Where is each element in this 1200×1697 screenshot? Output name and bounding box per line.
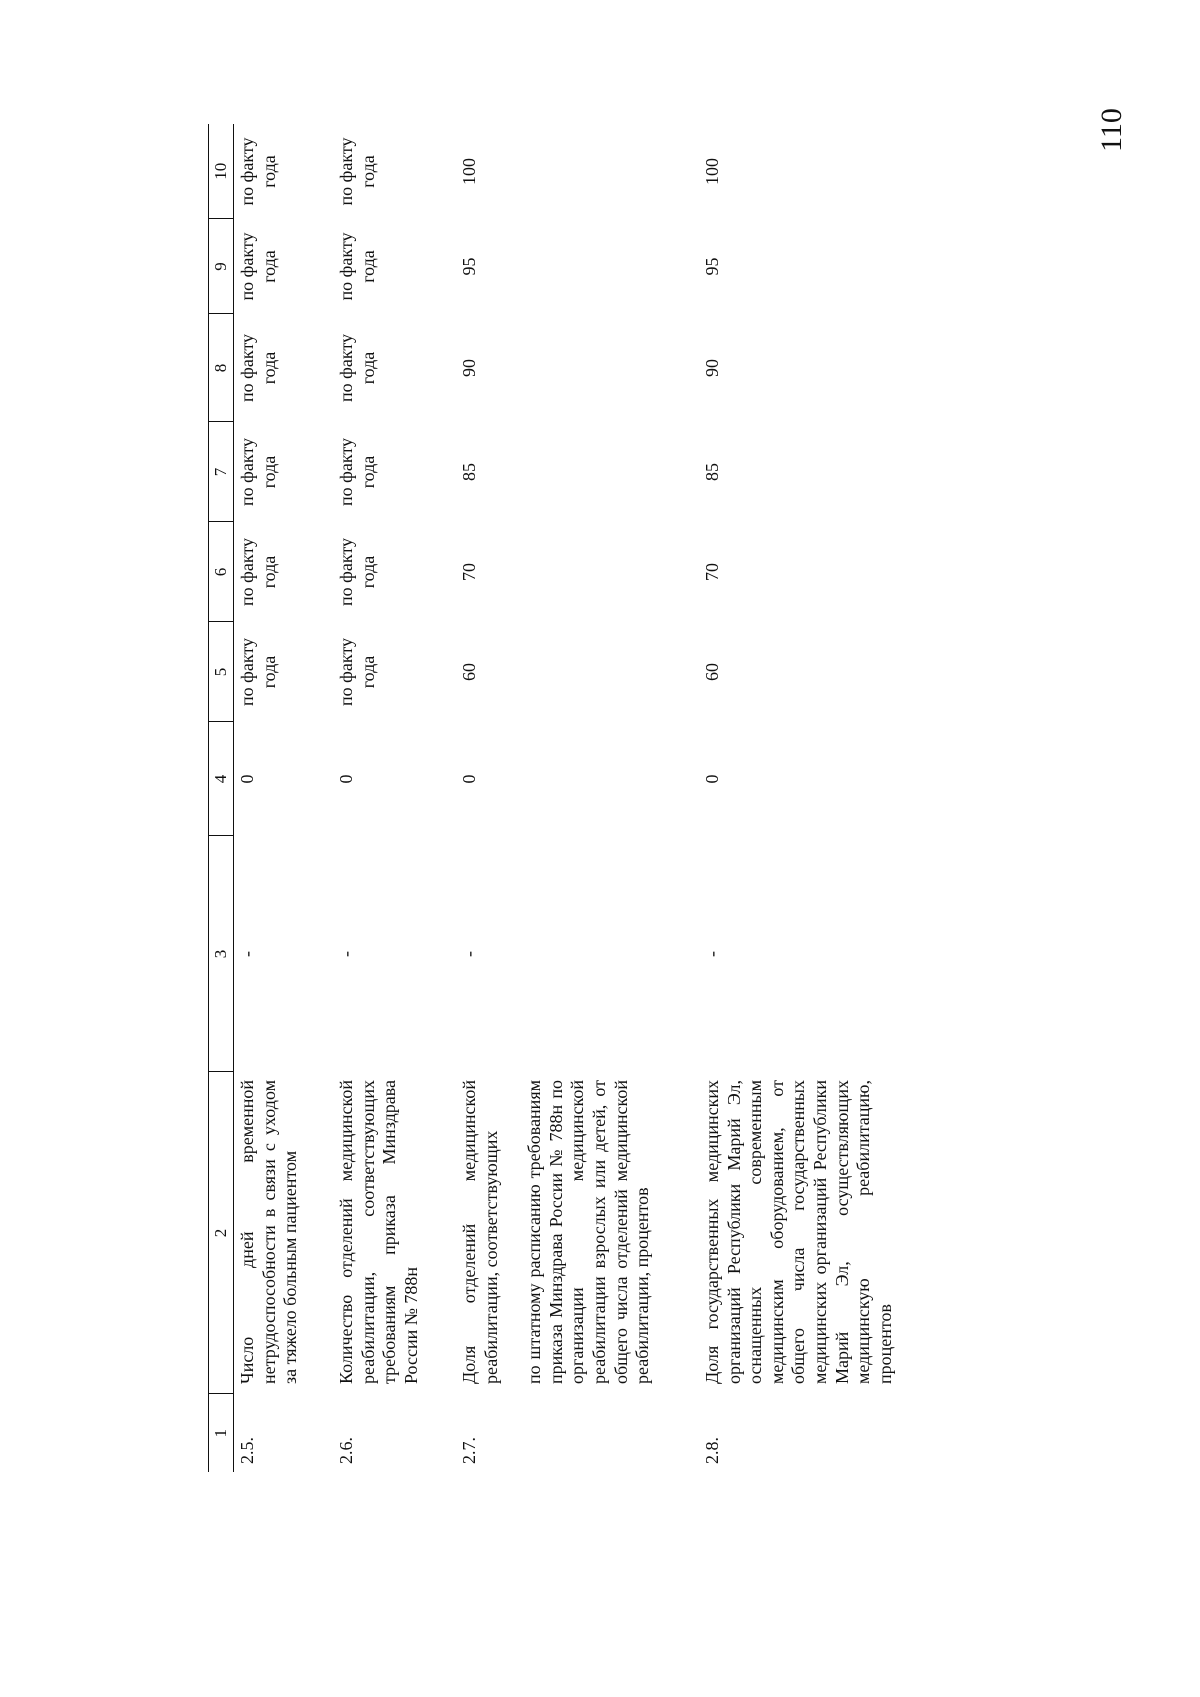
row-number: 2.5. (237, 1437, 257, 1464)
cell-col6: 70 (459, 563, 479, 581)
cell-col9: 95 (459, 257, 479, 276)
rotated-table-container (208, 124, 895, 1472)
table-row (456, 124, 699, 1472)
cell-col6: по факту года (237, 538, 279, 606)
cell-col3: - (237, 951, 257, 957)
cell-col10: 100 (702, 158, 722, 185)
indicator-description-part-1: Доля отделений медицинской реабилитации, соответствующих (459, 1080, 501, 1384)
cell-col10: по факту года (237, 137, 279, 206)
column-header: 10 (209, 124, 234, 219)
cell-col7: по факту года (336, 438, 378, 506)
cell-col3: - (702, 951, 722, 957)
cell-col7: по факту года (237, 438, 279, 506)
table-row (234, 124, 334, 1472)
cell-col9: по факту года (336, 232, 378, 301)
indicator-description: Доля государственных медицинских организаций Республики Марий Эл, оснащенных современным медицинским оборудованием, от общего числа государственных медицинских организаций Республики Марий Эл, осуществляющих медицинскую реабилитацию, процентов (702, 1080, 895, 1384)
cell-col10: по факту года (336, 137, 378, 206)
column-header: 5 (209, 622, 234, 722)
cell-col8: 90 (702, 359, 722, 377)
cell-col5: 60 (459, 663, 479, 681)
page-number: 110 (1095, 108, 1128, 152)
table-row (333, 124, 456, 1472)
column-header: 4 (209, 722, 234, 836)
indicator-description (456, 1072, 699, 1394)
cell-col5: по факту года (336, 638, 378, 706)
cell-col4: 0 (336, 774, 356, 784)
cell-col4: 0 (702, 774, 722, 784)
cell-col5: 60 (702, 663, 722, 681)
cell-col7: 85 (459, 463, 479, 481)
header-row (209, 124, 234, 1472)
cell-col6: 70 (702, 563, 722, 581)
cell-col8: по факту года (336, 334, 378, 402)
column-header: 2 (209, 1072, 234, 1394)
row-number: 2.7. (459, 1437, 479, 1464)
indicator-description: Число дней временной нетрудоспособности в связи с уходом за тяжело больным пациентом (237, 1080, 301, 1384)
cell-col3: - (336, 951, 356, 957)
cell-col4: 0 (459, 774, 479, 784)
column-header: 7 (209, 422, 234, 522)
cell-col8: 90 (459, 359, 479, 377)
cell-col6: по факту года (336, 538, 378, 606)
indicator-description: Количество отделений медицинской реабилитации, соответствующих требованиям приказа Минздрава России № 788н (336, 1080, 421, 1384)
cell-col4: 0 (237, 774, 257, 784)
cell-col9: по факту года (237, 232, 279, 301)
column-header: 9 (209, 219, 234, 314)
cell-col7: 85 (702, 463, 722, 481)
column-header: 3 (209, 836, 234, 1072)
cell-col8: по факту года (237, 334, 279, 402)
cell-col10: 100 (459, 158, 479, 185)
column-header: 8 (209, 314, 234, 422)
table-row (699, 124, 902, 1472)
cell-col3: - (459, 951, 479, 957)
indicators-table (208, 124, 902, 1472)
indicator-description-part-2: по штатному расписанию требованиям приказа Минздрава России № 788н по организации медицинской реабилитации взрослых или детей, от общего числа отделений медицинской реабилитации, процентов (524, 1080, 653, 1384)
cell-col9: 95 (702, 257, 722, 276)
cell-col5: по факту года (237, 638, 279, 706)
column-header: 6 (209, 522, 234, 622)
column-header: 1 (209, 1394, 234, 1472)
row-number: 2.6. (336, 1437, 356, 1464)
line-gap (502, 1080, 524, 1384)
row-number: 2.8. (702, 1437, 722, 1464)
